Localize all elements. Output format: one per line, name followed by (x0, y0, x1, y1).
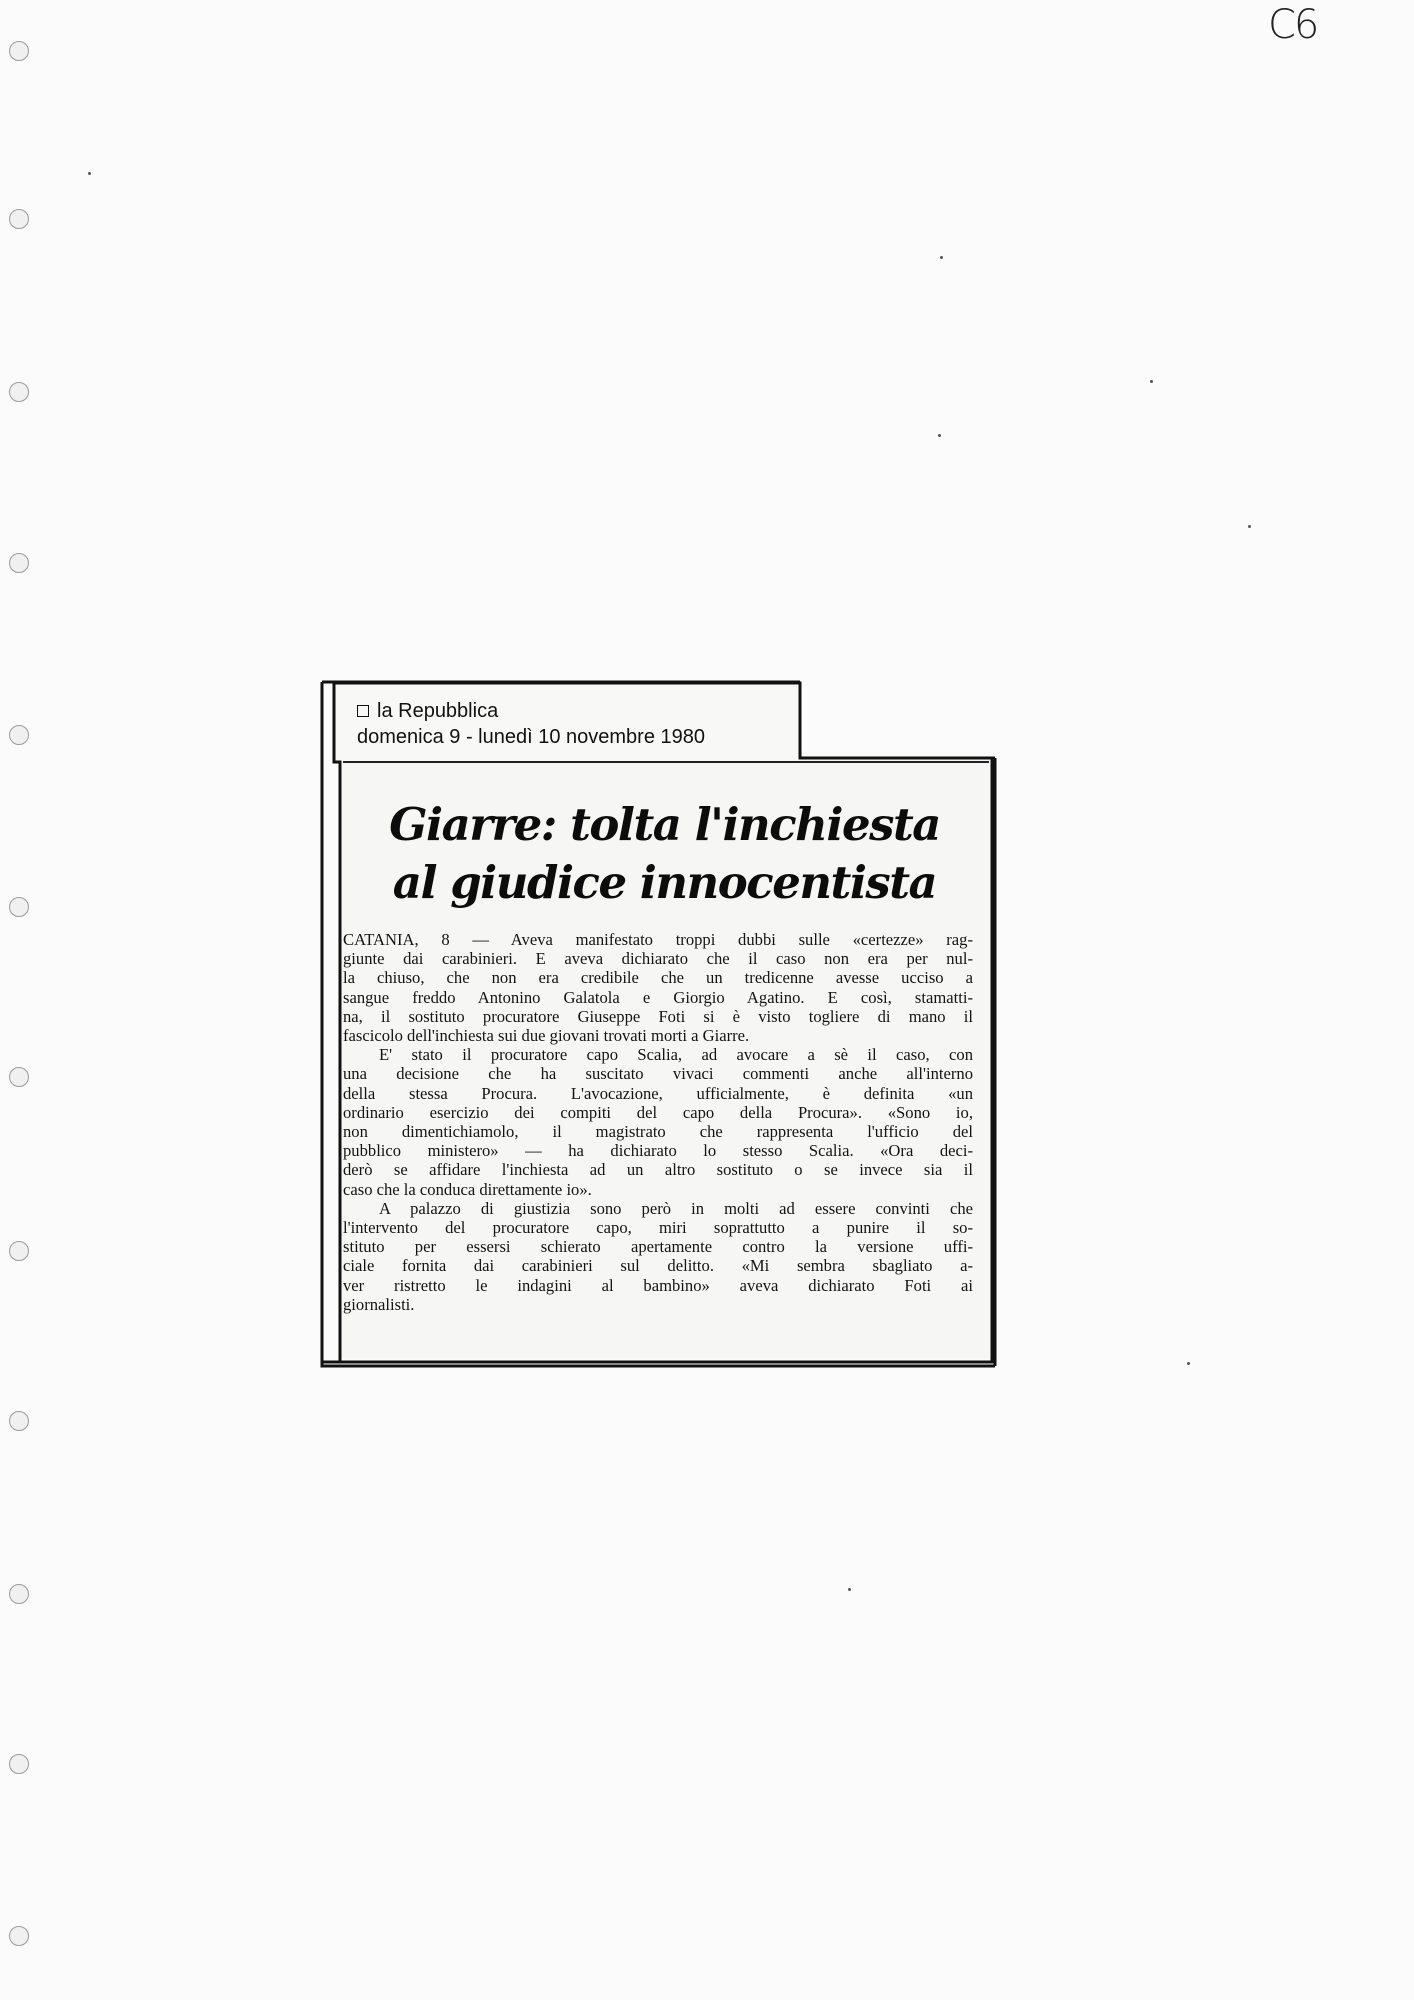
body-line: l'intervento del procuratore capo, miri soprattutto a punire il so- (343, 1218, 973, 1238)
body-line: CATANIA, 8 — Aveva manifestato troppi dubbi sulle «certezze» rag- (343, 930, 973, 949)
article-headline (337, 796, 992, 912)
body-line: pubblico ministero» — ha dichiarato lo stesso Scalia. «Ora deci- (343, 1141, 973, 1161)
body-line: della stessa Procura. L'avocazione, ufficialmente, è definita «un (343, 1083, 973, 1103)
body-line: A palazzo di giustizia sono però in molti ad essere convinti che (379, 1198, 973, 1218)
body-line: sangue freddo Antonino Galatola e Giorgio Agatino. E così, stamatti- (343, 987, 973, 1007)
headline-line: al giudice innocentista (392, 856, 937, 909)
article-body (343, 930, 973, 1314)
body-line: una decisione che ha suscitato vivaci commenti anche all'interno (343, 1064, 973, 1084)
body-line: na, il sostituto procuratore Giuseppe Foti si è visto togliere di mano il (343, 1006, 973, 1026)
body-line: ciale fornita dai carabinieri sul delitto. «Mi sembra sbagliato a- (343, 1256, 973, 1276)
body-line: giunte dai carabinieri. E aveva dichiarato che il caso non era per nul- (343, 949, 973, 969)
body-line: giornalisti. (343, 1294, 415, 1314)
body-line: E' stato il procuratore capo Scalia, ad avocare a sè il caso, con (379, 1045, 973, 1065)
square-bullet-icon (357, 705, 369, 717)
page-code: C6 (1268, 2, 1318, 48)
body-line: non dimentichiamolo, il magistrato che rappresenta l'ufficio del (343, 1122, 973, 1142)
body-line: fascicolo dell'inchiesta sui due giovani trovati morti a Giarre. (343, 1026, 750, 1046)
body-line: ver ristretto le indagini al bambino» aveva dichiarato Foti ai (343, 1275, 973, 1295)
publication-name: la Repubblica (377, 700, 499, 722)
headline-line: Giarre: tolta l'inchiesta (389, 798, 940, 851)
publication-date: domenica 9 - lunedì 10 novembre 1980 (357, 726, 706, 748)
body-line: ordinario esercizio dei compiti del capo della Procura». «Sono io, (343, 1102, 973, 1122)
body-line: la chiuso, che non era credibile che un tredicenne avesse ucciso a (343, 968, 973, 988)
body-line: caso che la conduca direttamente io». (343, 1179, 592, 1199)
body-line: stituto per essersi schierato apertamente contro la versione uffi- (343, 1237, 973, 1257)
body-line: derò se affidare l'inchiesta ad un altro sostituto o se invece sia il (343, 1160, 973, 1180)
masthead (337, 684, 797, 762)
